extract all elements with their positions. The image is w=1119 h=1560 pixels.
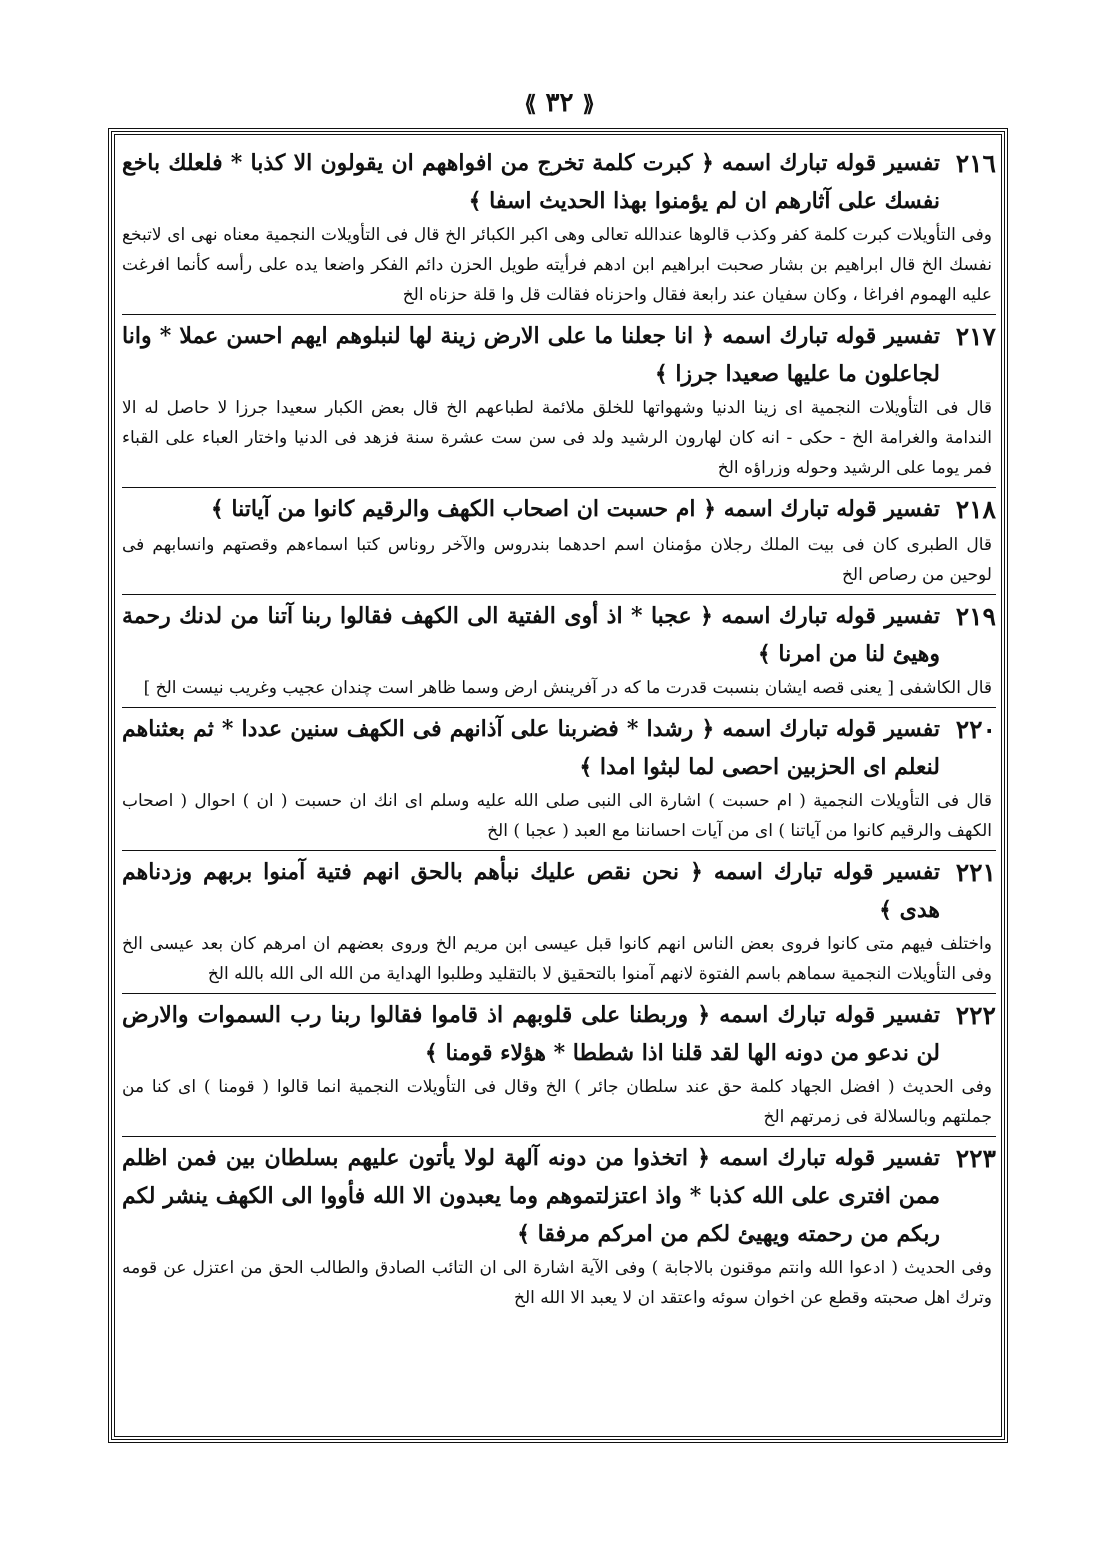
verse-heading: تفسير قوله تبارك اسمه ﴿ انا جعلنا ما على الارض زينة لها لنبلوهم ايهم احسن عملا * وانا لجاعلون ما عليها صعيدا جرزا ﴾ — [122, 323, 941, 387]
verse-heading: تفسير قوله تبارك اسمه ﴿ اتخذوا من دونه آلهة لولا يأتون عليهم بسلطان بين فمن اظلم ممن افترى على الله كذبا * واذ اعتزلتموهم وما يعبدون الا الله فأووا الى الكهف ينشر لكم ربكم من رحمته ويهيئ لكم من امركم مرفقا ﴾ — [122, 1145, 940, 1247]
entry-222 — [122, 994, 996, 1137]
entry-217 — [122, 315, 996, 488]
left-ornament-icon: ⟪ — [524, 91, 537, 117]
entry-number: ٢٢١ — [955, 858, 996, 887]
entry-number: ٢١٩ — [955, 602, 996, 631]
commentary: واختلف فيهم متى كانوا فروى بعض الناس انهم كانوا قبل عيسى ابن مريم الخ وروى بعضهم ان امرهم كان بعد عيسى الخ وفى التأويلات النجمية سماهم باسم الفتوة لانهم آمنوا بالتحقيق لا بالتقليد وطلبوا الهداية من الله الى الله بالله الخ — [122, 934, 992, 984]
page-frame — [108, 128, 1008, 1443]
verse-heading: تفسير قوله تبارك اسمه ﴿ رشدا * فضربنا على آذانهم فى الكهف سنين عددا * ثم بعثناهم لنعلم اى الحزبين احصى لما لبثوا امدا ﴾ — [122, 716, 940, 780]
entry-219 — [122, 595, 996, 708]
verse-heading: تفسير قوله تبارك اسمه ﴿ وربطنا على قلوبهم اذ قاموا فقالوا ربنا رب السموات والارض لن ندعو من دونه الها لقد قلنا اذا شططا * هؤلاء قومنا ﴾ — [122, 1002, 940, 1066]
entry-221 — [122, 851, 996, 994]
entry-218 — [122, 488, 996, 595]
verse-heading: تفسير قوله تبارك اسمه ﴿ نحن نقص عليك نبأهم بالحق انهم فتية آمنوا بربهم وزدناهم هدى ﴾ — [122, 859, 940, 923]
page-content — [122, 142, 996, 1433]
entry-216 — [122, 142, 996, 315]
page-number — [0, 88, 1119, 118]
page-number-text: ٣٢ — [545, 88, 574, 118]
verse-heading: تفسير قوله تبارك اسمه ﴿ عجبا * اذ أوى الفتية الى الكهف فقالوا ربنا آتنا من لدنك رحمة وهيئ لنا من امرنا ﴾ — [122, 603, 940, 667]
entry-number: ٢٢٣ — [955, 1144, 996, 1173]
verse-heading: تفسير قوله تبارك اسمه ﴿ ام حسبت ان اصحاب الكهف والرقيم كانوا من آياتنا ﴾ — [210, 496, 940, 522]
commentary: قال فى التأويلات النجمية اى زينا الدنيا وشهواتها للخلق ملائمة لطباعهم الخ قال بعض الكبار سعيدا جرزا لا حاصل له الا الندامة والغرامة الخ - حكى - انه كان لهارون الرشيد ولد فى سن ست عشرة سنة فزهد فى الدنيا واختار العباء على القباء فمر يوما على الرشيد وحوله وزراؤه الخ — [122, 398, 992, 478]
entry-223 — [122, 1137, 996, 1317]
entry-number: ٢٢٢ — [955, 1001, 996, 1030]
commentary: وفى الحديث ( افضل الجهاد كلمة حق عند سلطان جائر ) الخ وقال فى التأويلات النجمية انما قالوا ( قومنا ) اى كنا من جملتهم وبالسلالة فى زمرتهم الخ — [122, 1077, 992, 1127]
commentary: وفى التأويلات كبرت كلمة كفر وكذب قالوها عندالله تعالى وهى اكبر الكبائر الخ قال فى التأويلات النجمية معناه نهى اى لاتبخع نفسك الخ قال ابراهيم بن بشار صحبت ابراهيم ابن ادهم فرأيته طويل الحزن دائم الفكر واضعا يده على رأسه كأنما افرغت عليه الهموم افراغا ، وكان سفيان عند رابعة فقال واحزناه فقالت قل وا قلة حزناه الخ — [122, 225, 992, 305]
verse-heading: تفسير قوله تبارك اسمه ﴿ كبرت كلمة تخرج من افواههم ان يقولون الا كذبا * فلعلك باخع نفسك على آثارهم ان لم يؤمنوا بهذا الحديث اسفا ﴾ — [122, 150, 940, 214]
entry-number: ٢١٨ — [955, 495, 996, 524]
entry-number: ٢١٧ — [955, 322, 996, 351]
right-ornament-icon: ⟫ — [582, 91, 595, 117]
entry-220 — [122, 708, 996, 851]
commentary: قال الكاشفى [ يعنى قصه ايشان بنسبت قدرت ما كه در آفرينش ارض وسما ظاهر است چندان عجيب وغريب نيست الخ ] — [143, 678, 992, 698]
entry-number: ٢٢٠ — [955, 715, 996, 744]
commentary: قال الطبرى كان فى بيت الملك رجلان مؤمنان اسم احدهما بندروس والآخر روناس كتبا اسماءهم وقصتهم وانسابهم فى لوحين من رصاص الخ — [122, 535, 992, 585]
commentary: وفى الحديث ( ادعوا الله وانتم موقنون بالاجابة ) وفى الآية اشارة الى ان التائب الصادق والطالب الحق من اعتزل عن قومه وترك اهل صحبته وقطع عن اخوان سوئه واعتقد ان لا يعبد الا الله الخ — [122, 1258, 992, 1308]
commentary: قال فى التأويلات النجمية ( ام حسبت ) اشارة الى النبى صلى الله عليه وسلم اى انك ان حسبت ( ان ) احوال ( اصحاب الكهف والرقيم كانوا من آياتنا ) اى من آيات احساننا مع العبد ( عجبا ) الخ — [122, 791, 992, 841]
entry-number: ٢١٦ — [955, 149, 996, 178]
